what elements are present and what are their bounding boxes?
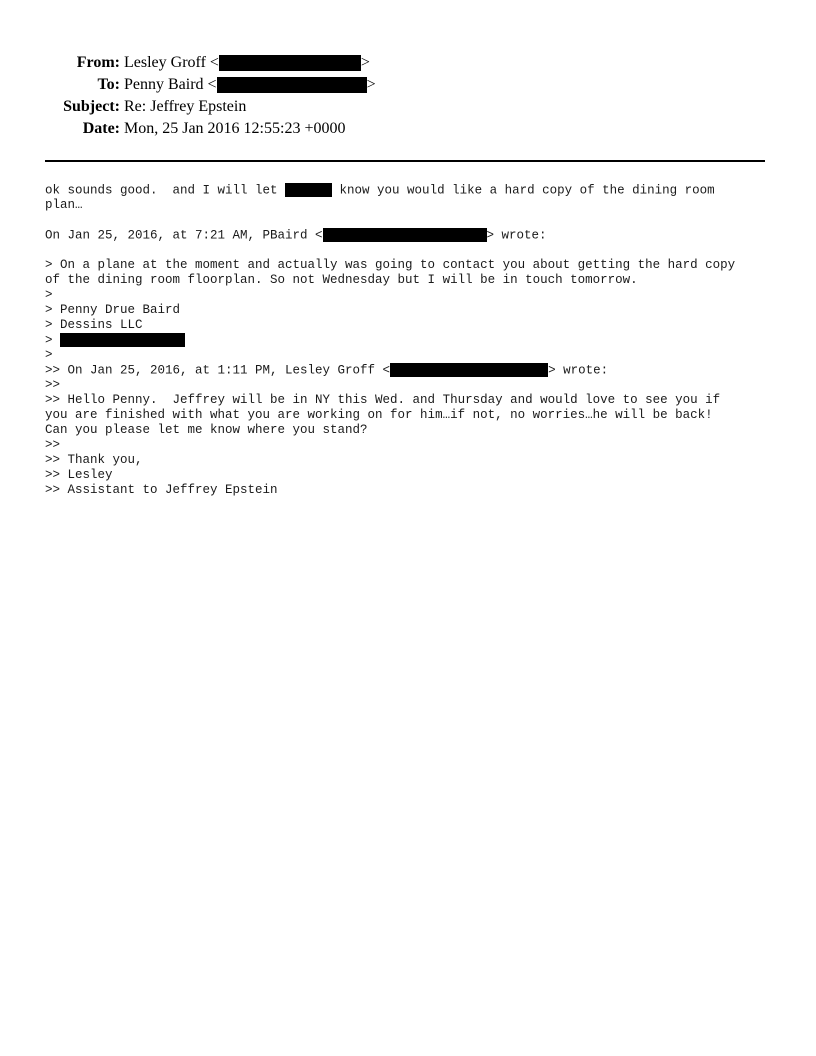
to-value	[124, 74, 376, 96]
body-line: >> Hello Penny. Jeffrey will be in NY this Wed. and Thursday and would love to see you if	[45, 393, 721, 407]
blank-line	[45, 243, 775, 258]
body-line: >	[45, 288, 53, 302]
body-text: > wrote:	[486, 228, 547, 243]
body-line	[45, 183, 775, 198]
body-line: >> Assistant to Jeffrey Epstein	[45, 483, 278, 497]
body-text: >> On Jan 25, 2016, at 1:11 PM, Lesley Groff <	[45, 363, 391, 378]
blank-line	[45, 213, 775, 228]
body-line: >>	[45, 378, 61, 392]
redaction-box	[217, 77, 367, 93]
body-line: > On a plane at the moment and actually was going to contact you about getting the hard copy	[45, 258, 736, 272]
body-text: ok sounds good. and I will let	[45, 183, 286, 198]
body-line	[45, 363, 775, 378]
from-close: >	[360, 54, 370, 71]
email-header	[0, 52, 816, 140]
to-close: >	[366, 76, 376, 93]
from-value	[124, 52, 370, 74]
subject-value: Re: Jeffrey Epstein	[124, 98, 247, 115]
from-name: Lesley Groff <	[124, 54, 219, 71]
from-row	[0, 52, 816, 74]
header-divider	[45, 160, 765, 162]
subject-label: Subject:	[63, 98, 120, 115]
body-text: > wrote:	[548, 363, 609, 378]
redaction-box	[60, 333, 185, 347]
date-label: Date:	[82, 120, 120, 137]
body-text: know you would like a hard copy of the dining room	[332, 183, 715, 198]
date-row	[0, 118, 816, 140]
redaction-box	[323, 228, 487, 242]
subject-row	[0, 96, 816, 118]
redaction-box	[219, 55, 361, 71]
redaction-box	[390, 363, 548, 377]
date-value: Mon, 25 Jan 2016 12:55:23 +0000	[124, 120, 346, 137]
body-line: > Penny Drue Baird	[45, 303, 181, 317]
body-line: > Dessins LLC	[45, 318, 143, 332]
to-row	[0, 74, 816, 96]
body-line: >>	[45, 438, 61, 452]
body-line: Can you please let me know where you stand?	[45, 423, 368, 437]
body-line	[45, 228, 775, 243]
body-line: you are finished with what you are working on for him…if not, no worries…he will be back!	[45, 408, 713, 422]
to-label: To:	[97, 76, 120, 93]
body-line	[45, 333, 775, 348]
redaction-box	[285, 183, 332, 197]
from-label: From:	[76, 54, 120, 71]
body-line: >> Lesley	[45, 468, 113, 482]
email-body	[45, 183, 775, 498]
body-line: plan…	[45, 198, 83, 212]
body-text: >	[45, 333, 61, 348]
body-line: >> Thank you,	[45, 453, 143, 467]
body-line: of the dining room floorplan. So not Wednesday but I will be in touch tomorrow.	[45, 273, 638, 287]
body-text: On Jan 25, 2016, at 7:21 AM, PBaird <	[45, 228, 323, 243]
body-line: >	[45, 348, 53, 362]
to-name: Penny Baird <	[124, 76, 217, 93]
